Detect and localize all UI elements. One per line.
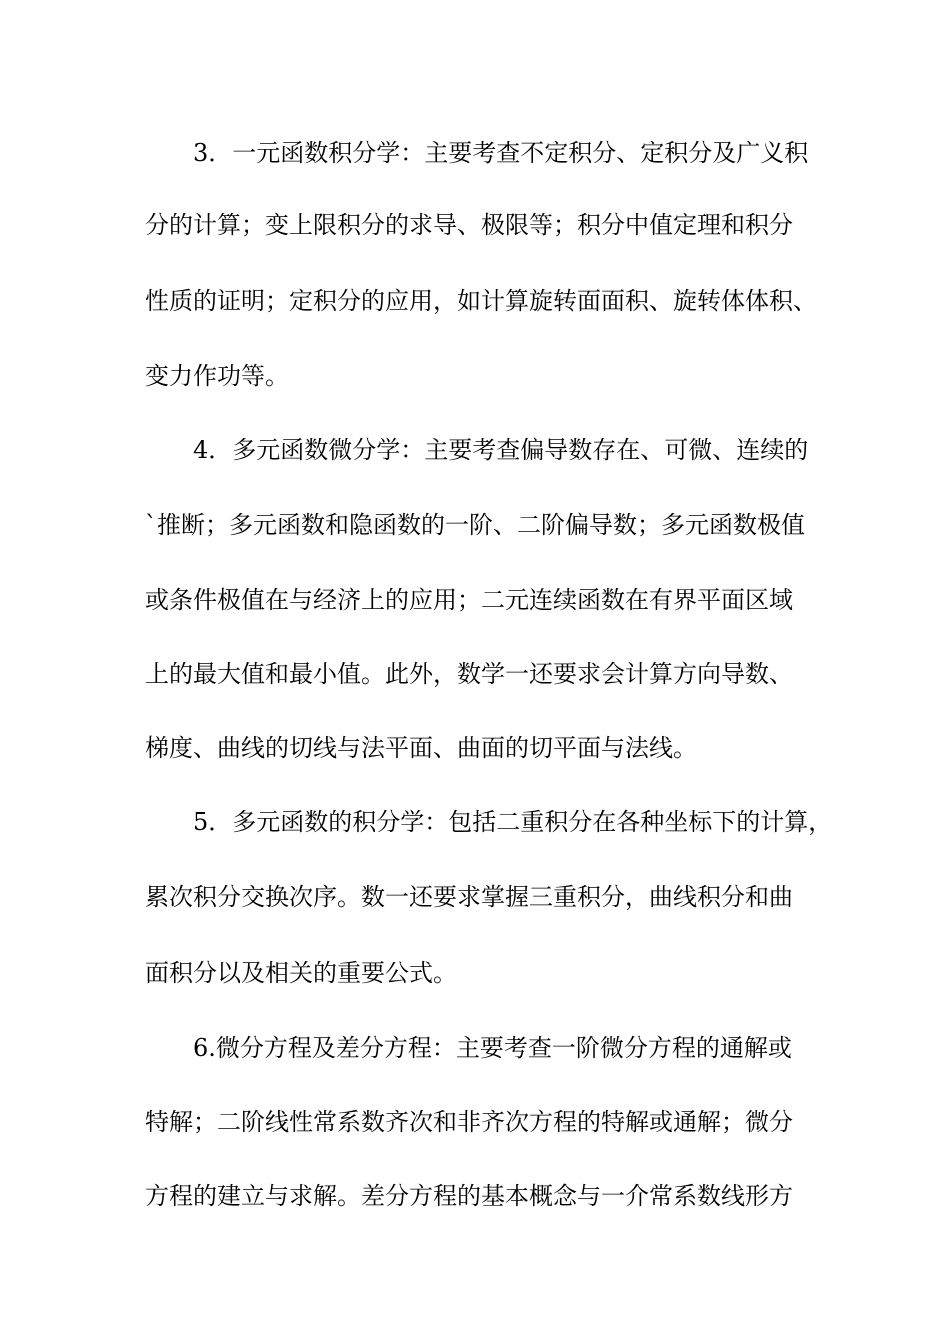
paragraph-4-line-1: 4．多元函数微分学：主要考查偏导数存在、可微、连续的 xyxy=(193,436,809,464)
paragraph-4-line-4: 上的最大值和最小值。此外，数学一还要求会计算方向导数、 xyxy=(145,660,793,688)
paragraph-6-line-1: 6.微分方程及差分方程：主要考查一阶微分方程的通解或 xyxy=(193,1034,792,1062)
paragraph-5-line-3: 面积分以及相关的重要公式。 xyxy=(145,959,457,987)
paragraph-4-line-2: `推断；多元函数和隐函数的一阶、二阶偏导数；多元函数极值 xyxy=(145,511,805,539)
paragraph-3-line-1: 3．一元函数积分学：主要考查不定积分、定积分及广义积 xyxy=(193,139,809,167)
paragraph-3-line-3: 性质的证明；定积分的应用，如计算旋转面面积、旋转体体积、 xyxy=(145,287,817,315)
paragraph-5-line-1: 5．多元函数的积分学：包括二重积分在各种坐标下的计算， xyxy=(193,808,833,836)
paragraph-6-line-2: 特解；二阶线性常系数齐次和非齐次方程的特解或通解；微分 xyxy=(145,1108,793,1136)
paragraph-4-line-5: 梯度、曲线的切线与法平面、曲面的切平面与法线。 xyxy=(145,734,697,762)
paragraph-4-line-3: 或条件极值在与经济上的应用；二元连续函数在有界平面区域 xyxy=(145,586,793,614)
paragraph-5-line-2: 累次积分交换次序。数一还要求掌握三重积分，曲线积分和曲 xyxy=(145,883,793,911)
paragraph-3-line-2: 分的计算；变上限积分的求导、极限等；积分中值定理和积分 xyxy=(145,211,793,239)
paragraph-3-line-4: 变力作功等。 xyxy=(145,362,289,390)
paragraph-6-line-3: 方程的建立与求解。差分方程的基本概念与一介常系数线形方 xyxy=(145,1182,793,1210)
